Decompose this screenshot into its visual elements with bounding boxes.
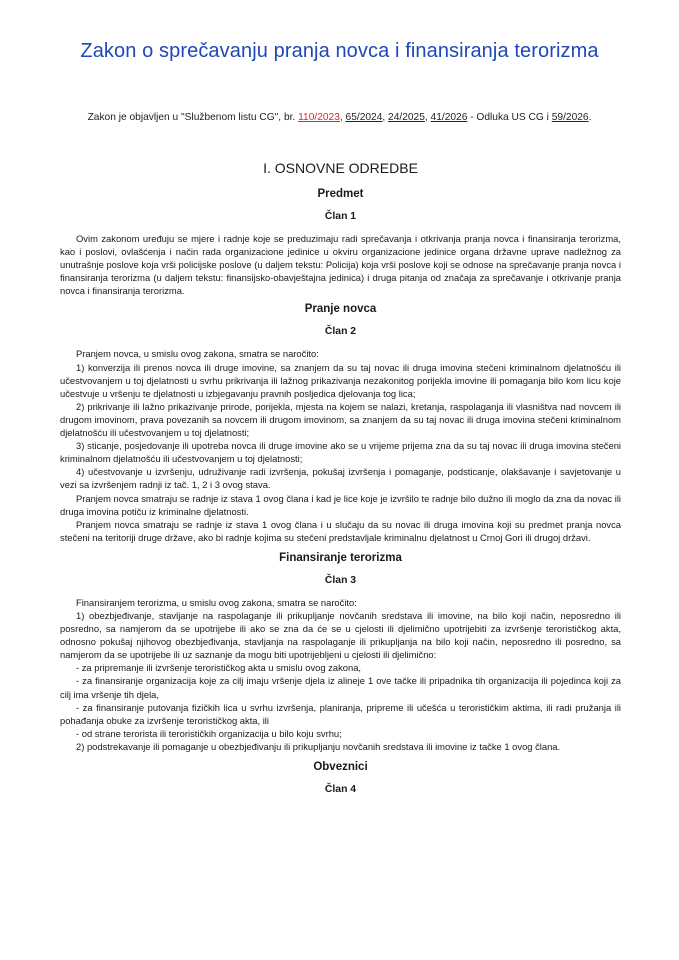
- article-3-paragraph: - za finansiranje putovanja fizičkih lica u svrhu izvršenja, planiranja, pripreme ili učešća u terorističkim aktima, ili radi pružanja ili pohađanja obuke za izvršenje terorističkog akta, ili: [60, 701, 621, 726]
- section-title: I. OSNOVNE ODREDBE: [263, 160, 418, 176]
- article-2-title: Član 2: [324, 326, 357, 338]
- article-2-paragraph: Pranjem novca smatraju se radnje iz stava 1 ovog člana i u slučaju da su novac ili druga imovina koji su predmet pranja novca stečeni na teritoriji druge države, ako bi radnje kojima su stečeni predstavljale kriminalnu djelatnost u Crnoj Gori ili drugoj državi.: [60, 518, 621, 543]
- article-3-paragraph: Finansiranjem terorizma, u smislu ovog zakona, smatra se naročito:: [76, 596, 357, 608]
- article-2-paragraph: 2) prikrivanje ili lažno prikazivanje prirode, porijekla, mjesta na kojem se nalazi, kretanja, raspolaganja ili vlasništva nad novcem ili drugom imovinom, prava povezanih sa novcem ili drugom imovinom, sa znanjem da su taj novac ili druga imovina stečeni kriminalnom djelatnošću ili učestvovanjem u toj djelatnosti;: [60, 400, 621, 439]
- article-2-paragraph: Pranjem novca, u smislu ovog zakona, smatra se naročito:: [76, 348, 319, 360]
- publication-end: .: [588, 112, 592, 123]
- document-body: [60, 160, 621, 805]
- publication-prefix: Zakon je objavljen u "Službenom listu CG", br.: [87, 112, 296, 123]
- heading-obveznici: Obveznici: [313, 761, 368, 773]
- publication-note: Zakon je objavljen u "Službenom listu CG", br. 110/2023, 65/2024, 24/2025, 41/2026 - Odluka US CG i 59/2026.: [87, 112, 592, 123]
- article-4-title: Član 4: [324, 784, 357, 795]
- gazette-link-1[interactable]: 110/2023: [298, 112, 340, 123]
- article-3-title: Član 3: [324, 574, 357, 586]
- article-2-paragraph: Pranjem novca smatraju se radnje iz stava 1 ovog člana i kad je lice koje je izvršilo te radnje bilo dužno ili moglo da zna da novac ili druga imovina potiču iz kriminalne djelatnosti.: [60, 492, 621, 517]
- gazette-link-3[interactable]: 24/2025: [388, 112, 425, 123]
- article-2-paragraph: 1) konverzija ili prenos novca ili druge imovine, sa znanjem da su taj novac ili druga imovina stečeni kriminalnom djelatnošću ili učestvovanjem u toj djelatnosti u svrhu prikrivanja ili lažnog prikazivanja nezakonitog porijekla imovine ili pomaganja bilo kom licu koje učestvuje u vršenju te djelatnosti u izbjegavanju pravnih posljedica djelovanja tog lica;: [60, 361, 621, 399]
- heading-predmet: Predmet: [317, 188, 364, 200]
- heading-pranje-novca: Pranje novca: [304, 303, 377, 316]
- gazette-link-2[interactable]: 65/2024: [345, 112, 383, 123]
- article-2-paragraph: 3) sticanje, posjedovanje ili upotreba novca ili druge imovine ako se u vrijeme prijema zna da su taj novac ili druga imovina stečeni kriminalnom djelatnošću ili učestvovanjem u toj djelatnosti;: [60, 440, 621, 465]
- gazette-link-4[interactable]: 41/2026: [430, 112, 468, 123]
- article-1-title: Član 1: [324, 211, 357, 222]
- article-3-paragraph: - za pripremanje ili izvršenje terorističkog akta u smislu ovog zakona,: [76, 662, 362, 674]
- document-title: Zakon o sprečavanju pranja novca i finansiranja terorizma: [80, 40, 599, 62]
- article-2-paragraph: 4) učestvovanje u izvršenju, udruživanje radi izvršenja, pokušaj izvršenja i pomaganje, podsticanje, olakšavanje i savjetovanje u vezi sa izvršenjem radnji iz tač. 1, 2 i 3 ovog stava.: [60, 466, 621, 491]
- article-1-paragraph: Ovim zakonom uređuju se mjere i radnje koje se preduzimaju radi sprečavanja i otkrivanja pranja novca i finansiranja terorizma, kao i poslovi, ovlašćenja i način rada organizacione jedinice u okviru organizacione jedinice organa državne uprave nadležnog za unutrašnje poslove koja vrši policijske poslove (u daljem tekstu: Policija) koja vrši poslove koji se odnose na sprečavanje pranja novca i finansiranja terorizma (u daljem tekstu: finansijsko-obavještajna jedinica) i druga pitanja od značaja za sprečavanje i otkrivanje pranja novca i finansiranja terorizma.: [60, 233, 621, 297]
- publication-middle: - Odluka US CG i: [470, 112, 549, 123]
- article-3-paragraph: - za finansiranje organizacija koje za cilj imaju vršenje djela iz alineje 1 ove tačke ili pripadnika tih organizacija ili pojedinca koji za cilj ima vršenje tih djela,: [60, 675, 621, 700]
- article-3-paragraph: 2) podstrekavanje ili pomaganje u obezbjeđivanju ili prikupljanju novčanih sredstava ili imovine iz tačke 1 ovog člana.: [76, 740, 561, 752]
- gazette-link-5[interactable]: 59/2026: [551, 112, 589, 123]
- article-3-paragraph: - od strane terorista ili terorističkih organizacija u bilo koju svrhu;: [76, 727, 342, 739]
- article-3-paragraph: 1) obezbjeđivanje, stavljanje na raspolaganje ili prikupljanje novčanih sredstava ili imovine, na bilo koji način, neposredno ili posredno, sa namjerom da se upotrijebe ili ako se zna da će se u cjelosti ili djelimično upotrijebiti za izvršenje terorističkog akta, odnosno pokušaj njihovog obezbjeđivanja, stavljanja na raspolaganje ili prikupljanja na bilo koji način, neposredno ili posredno, sa namjerom da se upotrijebe ili uz saznanje da mogu biti upotrijebljeni u cjelosti ili djelimično:: [60, 609, 621, 661]
- heading-finansiranje-terorizma: Finansiranje terorizma: [279, 551, 402, 564]
